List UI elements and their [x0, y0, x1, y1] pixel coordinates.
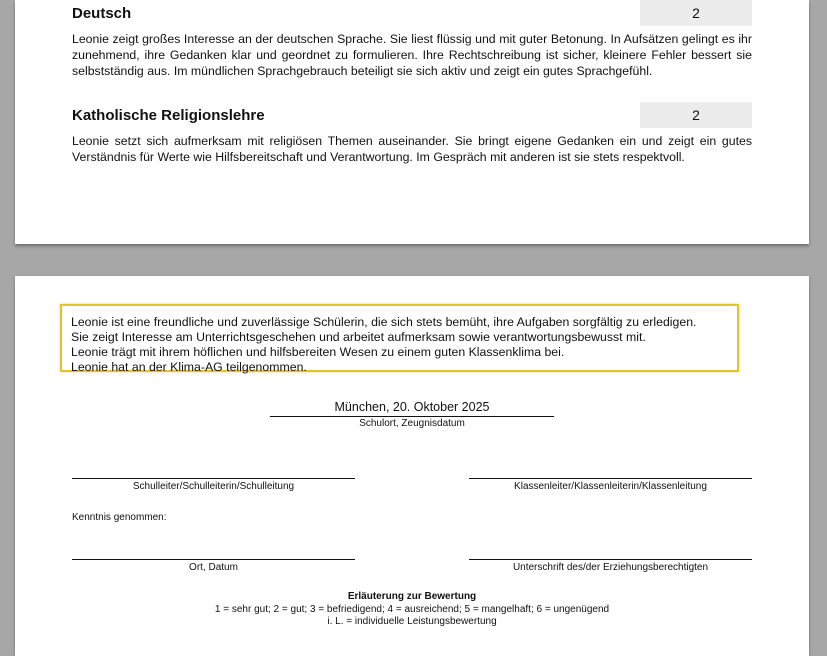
place-date-block [270, 400, 554, 429]
general-remarks-box[interactable] [60, 304, 739, 372]
remark-line: Leonie ist eine freundliche und zuverlässige Schülerin, die sich stets bemüht, ihre Aufgaben sorgfältig zu erledigen. [71, 315, 697, 329]
report-page-1 [15, 0, 809, 244]
subject-deutsch [72, 0, 752, 79]
grade-field[interactable]: 2 [640, 0, 752, 26]
legend-note: i. L. = individuelle Leistungsbewertung [327, 616, 497, 627]
grade-field[interactable]: 2 [640, 102, 752, 128]
signature-guardian [469, 559, 752, 573]
signature-principal-label: Schulleiter/Schulleiterin/Schulleitung [132, 481, 295, 492]
legend-title: Erläuterung zur Bewertung [347, 591, 477, 602]
subject-title: Deutsch [72, 5, 132, 22]
remark-line: Leonie hat an der Klima-AG teilgenommen. [71, 360, 307, 374]
subject-assessment-text: Leonie setzt sich aufmerksam mit religiösen Themen auseinander. Sie bringt eigene Gedanken ein und zeigt ein gutes Verständnis für Werte wie Hilfsbereitschaft und Verantwortung. Im Gespräch mit anderen ist sie stets respektvoll. [72, 134, 752, 164]
report-page-2 [15, 276, 809, 656]
signature-guardian-label: Unterschrift des/der Erziehungsberechtigten [512, 562, 709, 573]
signature-principal [72, 478, 355, 492]
signature-class-teacher-label: Klassenleiter/Klassenleiterin/Klassenleitung [514, 481, 707, 492]
remark-line: Sie zeigt Interesse am Unterrichtsgeschehen und arbeitet aufmerksam sowie verantwortungsbewusst mit. [71, 330, 646, 344]
subject-religion [72, 102, 752, 165]
signature-place-date-label: Ort, Datum [189, 562, 238, 573]
place-date-field[interactable]: München, 20. Oktober 2025 [270, 400, 554, 417]
grading-legend [15, 591, 809, 629]
signature-place-date [72, 559, 355, 573]
legend-grades: 1 = sehr gut; 2 = gut; 3 = befriedigend; 4 = ausreichend; 5 = mangelhaft; 6 = ungenügend [214, 603, 610, 615]
place-date-caption: Schulort, Zeugnisdatum [359, 418, 465, 429]
subject-title: Katholische Religionslehre [72, 107, 265, 124]
remark-line: Leonie trägt mit ihrem höflichen und hilfsbereiten Wesen zu einem guten Klassenklima bei. [71, 345, 565, 359]
subject-assessment-text: Leonie zeigt großes Interesse an der deutschen Sprache. Sie liest flüssig und mit guter Betonung. In Aufsätzen gelingt es ihr zunehmend, ihre Gedanken klar und geordnet zu formulieren. Ihre Rechtschreibung ist sicher, kleinere Fehler bessert sie selbstständig aus. Im mündlichen Sprachgebrauch beteiligt sie sich aktiv und zeigt ein gutes Sprachgefühl. [72, 32, 752, 78]
acknowledged-label: Kenntnis genommen: [72, 512, 167, 523]
signature-class-teacher [469, 478, 752, 492]
